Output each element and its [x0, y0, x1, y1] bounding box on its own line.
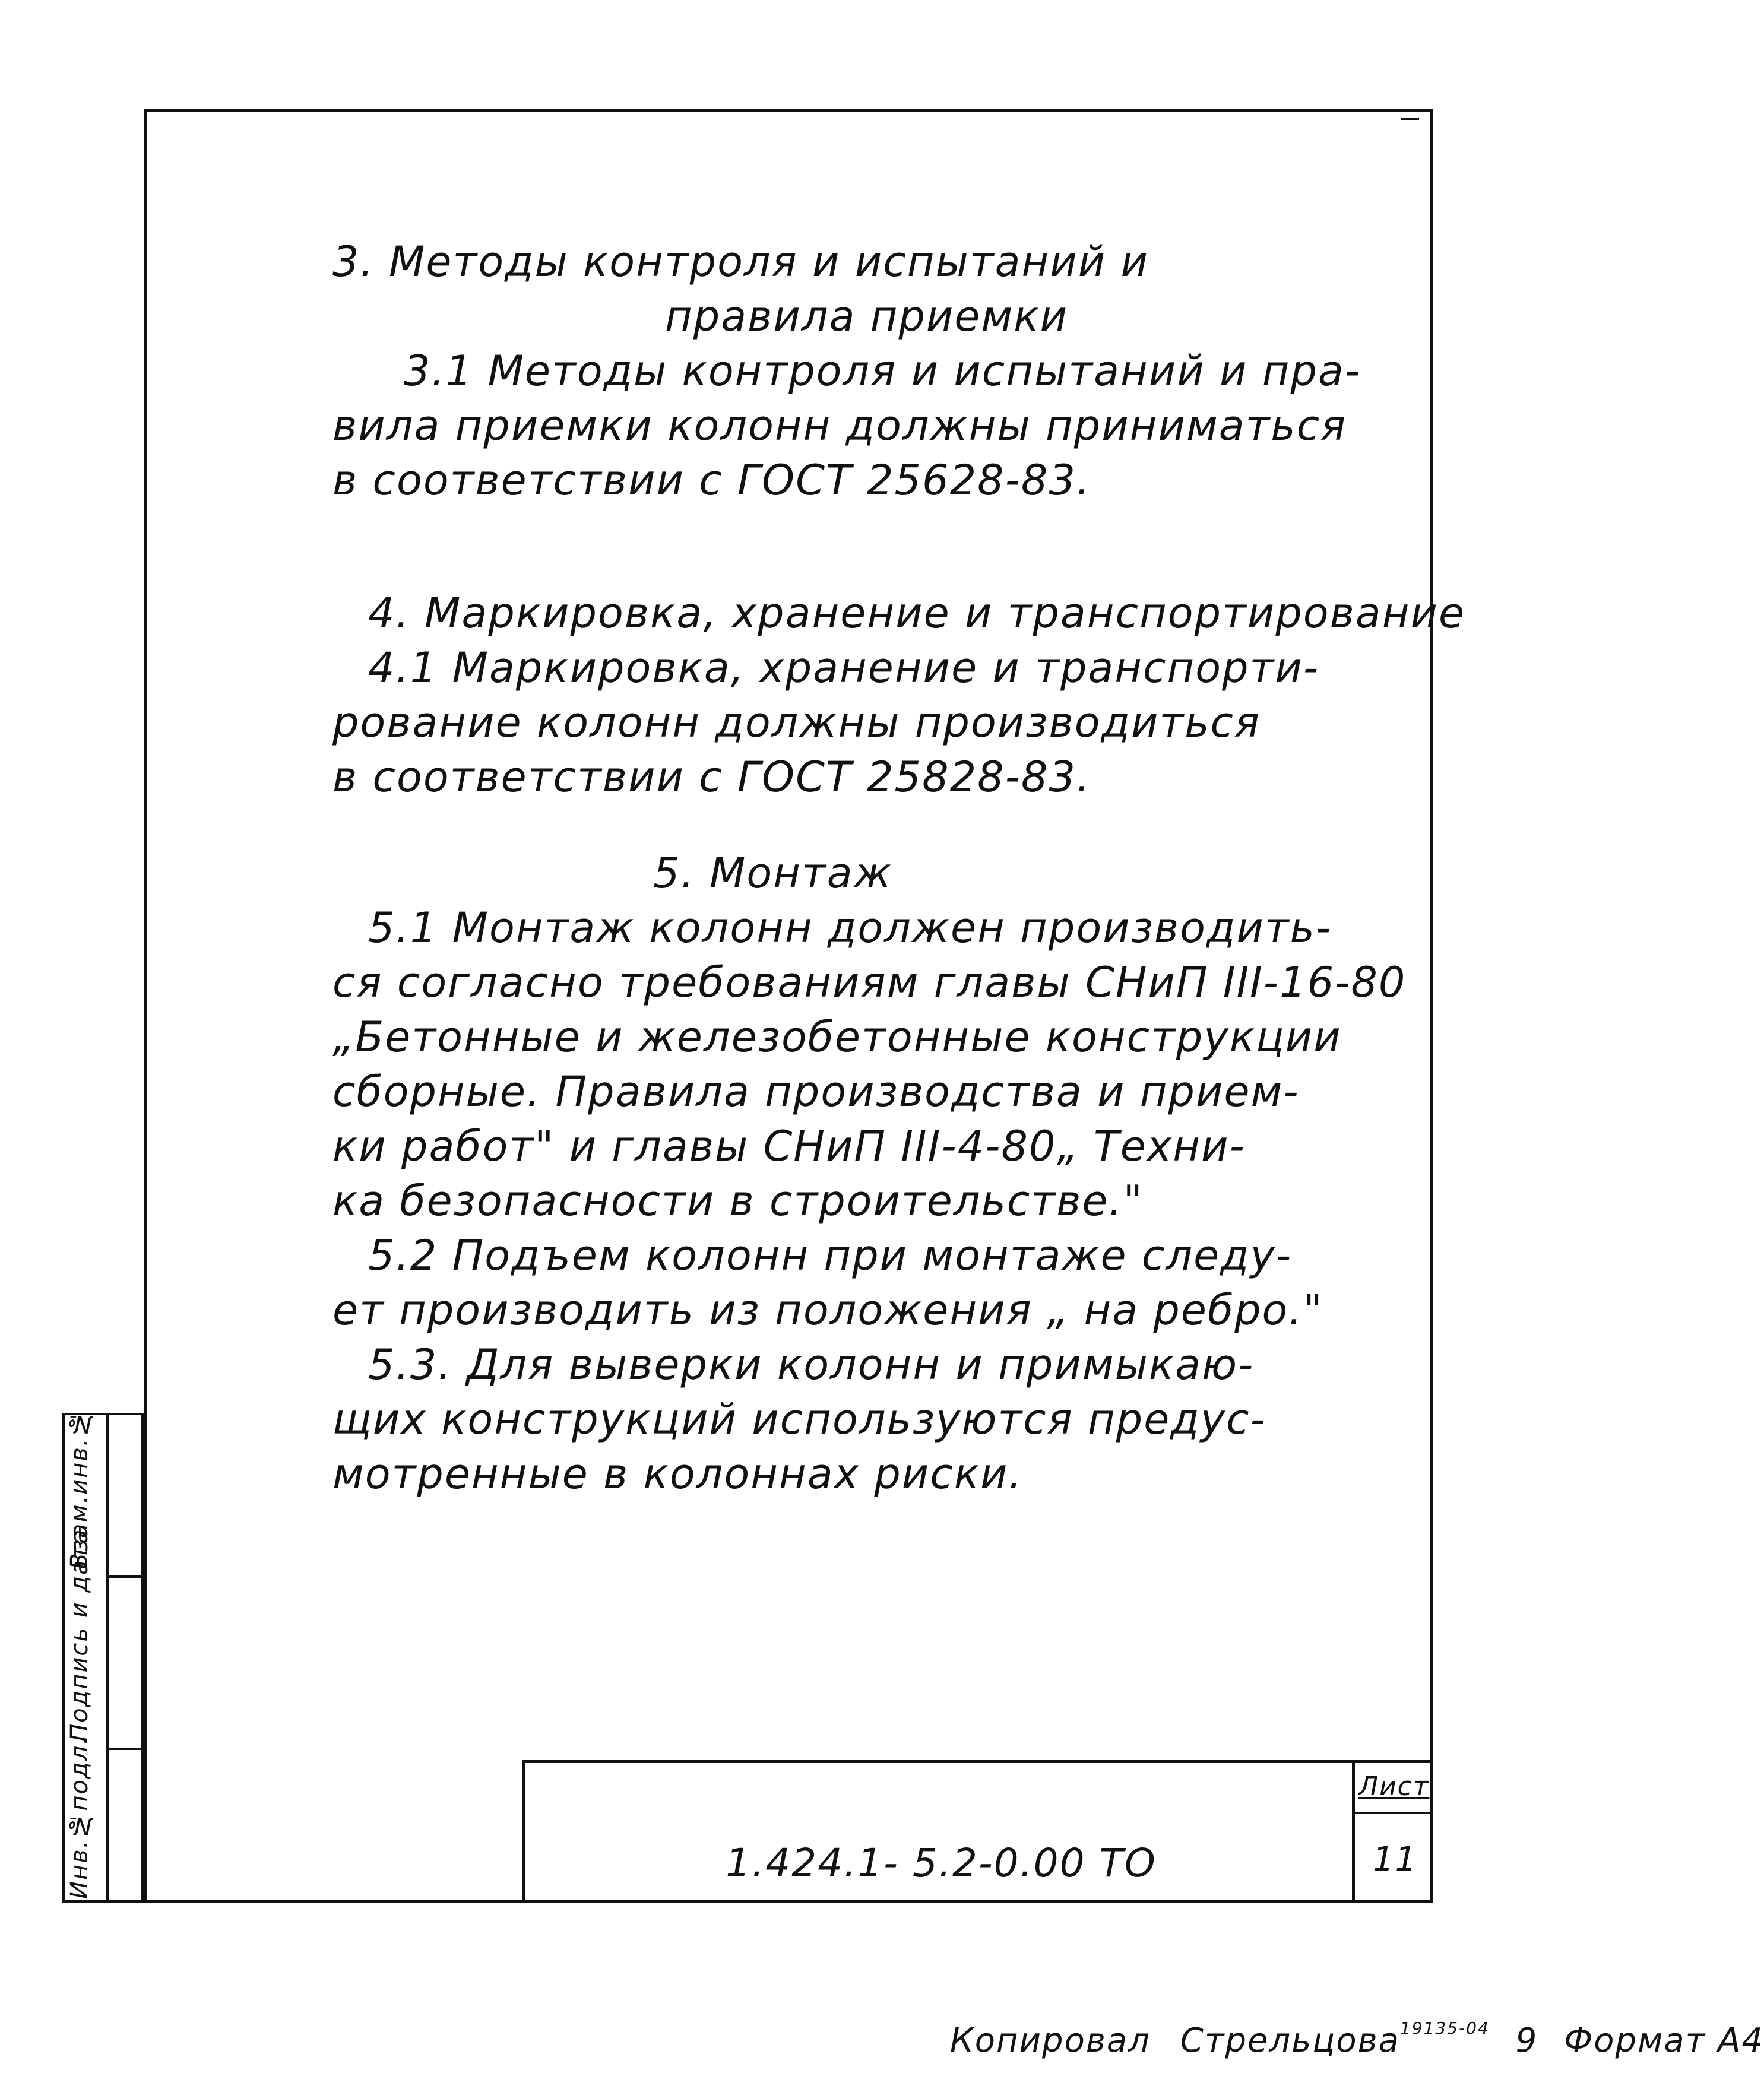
title-block [522, 1760, 1433, 1903]
footer-format: Формат А4 [1564, 2021, 1764, 2060]
section3-title-line2: правила приемки [665, 292, 1069, 341]
section5-paragraph-line: ся согласно требованиям главы СНиП III-16-80 [332, 958, 1407, 1007]
section5-paragraph-line: 5.2 Подъем колонн при монтаже следу- [368, 1231, 1293, 1280]
document-code: 1.424.1- 5.2-0.00 ТО [726, 1840, 1157, 1886]
side-label-replacement: Взам.инв.№ [66, 1409, 93, 1570]
section5-paragraph-line: мотренные в колоннах риски. [332, 1450, 1023, 1498]
footer-copied: Копировал [950, 2021, 1151, 2060]
section5-paragraph-line: ка безопасности в строительстве." [332, 1177, 1144, 1225]
footer-mark: 9 [1515, 2021, 1538, 2060]
section5-paragraph-line: ет производить из положения „ на ребро." [332, 1286, 1323, 1334]
section4-paragraph-line: рование колонн должны производиться [332, 698, 1261, 747]
document-body [332, 234, 1466, 1501]
section3-title-line1: 3. Методы контроля и испытаний и [332, 237, 1149, 286]
section5-paragraph-line: щих конструкций используются предус- [332, 1395, 1266, 1444]
section5-paragraph-line: 5.3. Для выверки колонн и примыкаю- [368, 1340, 1255, 1389]
section3-paragraph-line: вила приемки колонн должны приниматься [332, 401, 1347, 450]
sheet-cell [1352, 1763, 1433, 1903]
footer-name: Стрельцова [1180, 2021, 1400, 2060]
section5-title: 5. Монтаж [653, 849, 892, 898]
section3-paragraph-line: 3.1 Методы контроля и испытаний и пра- [404, 347, 1361, 395]
footer-order-number: 19135-04 [1399, 2018, 1490, 2038]
section3-paragraph-line: в соответствии с ГОСТ 25628-83. [332, 456, 1091, 505]
sheet-label: Лист [1358, 1771, 1430, 1802]
frame-corner-mark [1401, 118, 1419, 120]
section5-paragraph-line: сборные. Правила производства и прием- [332, 1067, 1300, 1116]
side-stamp [62, 1409, 144, 1903]
side-label-inventory: Инв.№подл. [66, 1736, 93, 1899]
section5-paragraph-line: ки работ" и главы СНиП III-4-80„ Техни- [332, 1122, 1246, 1171]
section4-paragraph-line: 4.1 Маркировка, хранение и транспорти- [368, 643, 1320, 692]
side-label-signature-date: Подпись и дата [66, 1528, 93, 1742]
section5-paragraph-line: 5.1 Монтаж колонн должен производить- [368, 903, 1332, 952]
section5-paragraph-line: „Бетонные и железобетонные конструкции [332, 1013, 1342, 1061]
section4-title: 4. Маркировка, хранение и транспортирование [368, 589, 1466, 638]
sheet-number: 11 [1373, 1840, 1418, 1879]
footer-line [950, 2018, 1764, 2060]
section4-paragraph-line: в соответствии с ГОСТ 25828-83. [332, 753, 1091, 801]
